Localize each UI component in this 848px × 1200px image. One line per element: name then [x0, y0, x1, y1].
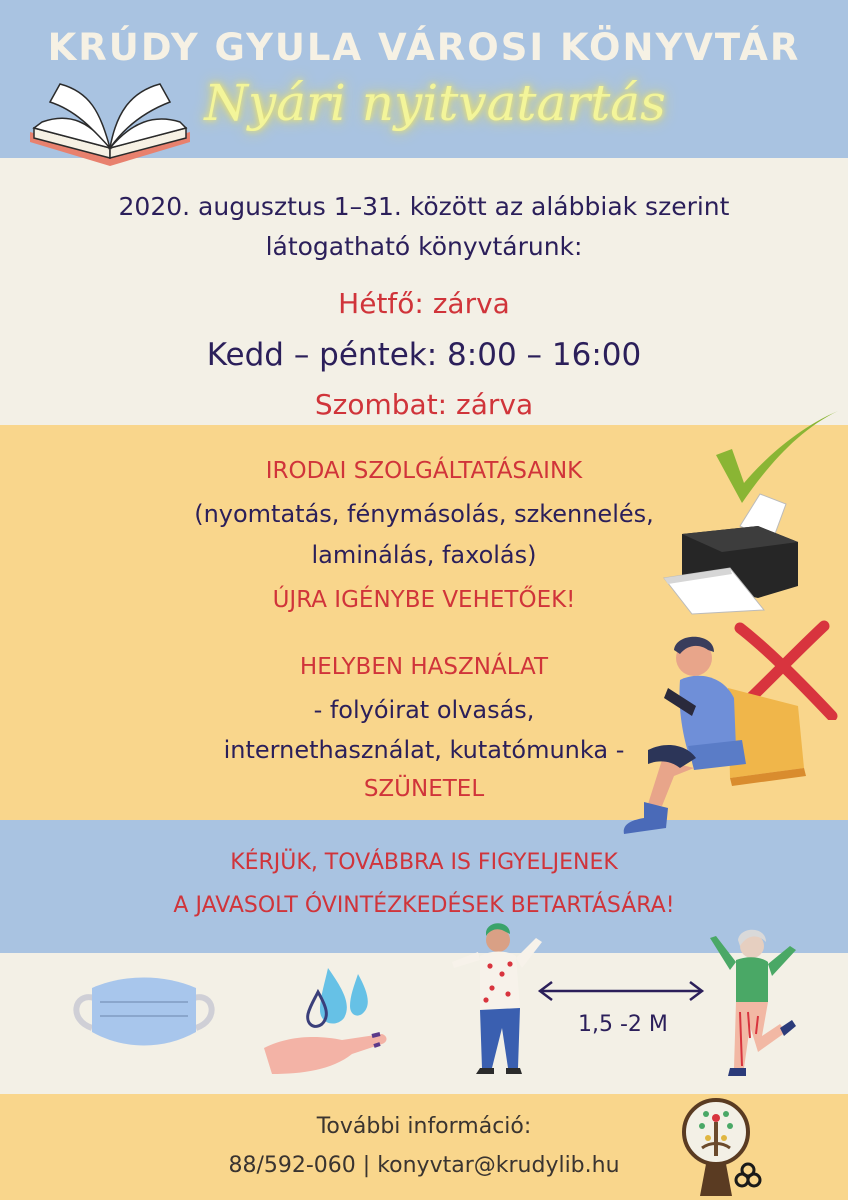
distance-label: 1,5 -2 M [578, 1012, 668, 1037]
hand-wash-icon [262, 962, 392, 1082]
services-line-1: (nyomtatás, fénymásolás, szkennelés, [194, 500, 654, 528]
footer-contact[interactable]: 88/592-060 | konyvtar@krudylib.hu [228, 1153, 620, 1178]
intro-line-1: 2020. augusztus 1–31. között az alábbiak szerint [118, 192, 730, 221]
library-logo-icon [676, 1094, 772, 1198]
onsite-heading: HELYBEN HASZNÁLAT [299, 654, 549, 680]
notice-line-2: A JAVASOLT ÓVINTÉZKEDÉSEK BETARTÁSÁRA! [173, 893, 675, 918]
intro-line-2: látogatható könyvtárunk: [265, 232, 583, 261]
open-book-icon [20, 62, 200, 172]
onsite-line-2: internethasználat, kutatómunka - [223, 736, 625, 764]
services-status: ÚJRA IGÉNYBE VEHETŐEK! [272, 587, 576, 613]
hours-saturday: Szombat: zárva [314, 388, 534, 421]
page-subtitle: Nyári nyitvatartás [204, 74, 666, 132]
services-line-2: laminálás, faxolás) [311, 541, 537, 569]
notice-line-1: KÉRJÜK, TOVÁBBRA IS FIGYELJENEK [230, 850, 618, 875]
hours-monday: Hétfő: zárva [338, 287, 510, 320]
person-right-icon [706, 916, 806, 1084]
distance-arrow-icon [536, 978, 706, 1004]
onsite-status: SZÜNETEL [363, 776, 485, 802]
onsite-line-1: - folyóirat olvasás, [313, 696, 535, 724]
face-mask-icon [64, 970, 224, 1060]
hours-tue-fri: Kedd – péntek: 8:00 – 16:00 [206, 337, 642, 373]
page-title: KRÚDY GYULA VÁROSI KÖNYVTÁR [47, 26, 801, 69]
reading-person-icon [618, 628, 818, 846]
printer-icon [660, 486, 805, 616]
services-heading: IRODAI SZOLGÁLTATÁSAINK [265, 458, 583, 484]
footer-info-label: További információ: [316, 1114, 532, 1139]
